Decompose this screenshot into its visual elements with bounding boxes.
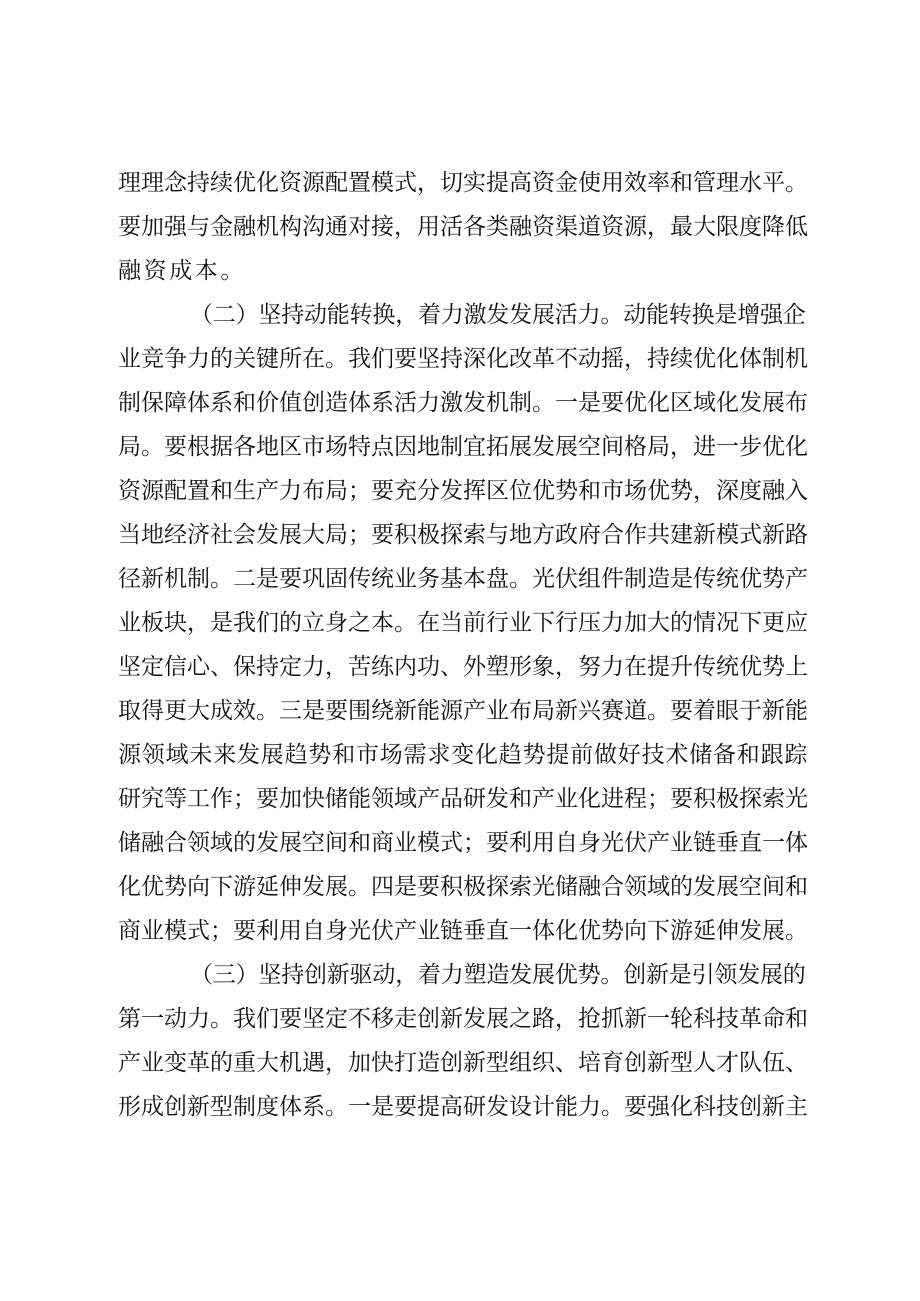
text-line-20: 第一动力。我们要坚定不移走创新发展之路，抢抓新一轮科技革命和 [118,1006,808,1032]
text-line-3: 融资成本。 [118,258,246,284]
text-line-14: 源领域未来发展趋势和市场需求变化趋势提前做好技术储备和跟踪 [118,742,809,768]
text-line-13: 取得更大成效。三是要围绕新能源产业布局新兴赛道。要着眼于新能 [118,698,808,724]
section-heading-2: （二）坚持动能转换，着力激发发展活力。动能转换是增强企 [190,302,806,328]
text-line-9: 当地经济社会发展大局；要积极探索与地方政府合作共建新模式新路 [118,522,808,548]
text-line-5: 业竞争力的关键所在。我们要坚持深化改革不动摇，持续优化体制机 [118,346,808,372]
text-line-2: 要加强与金融机构沟通对接，用活各类融资渠道资源，最大限度降低 [118,214,808,240]
text-line-16: 储融合领域的发展空间和商业模式；要利用自身光伏产业链垂直一体 [118,830,808,856]
text-line-1: 理理念持续优化资源配置模式，切实提高资金使用效率和管理水平。 [118,170,808,196]
text-line-22: 形成创新型制度体系。一是要提高研发设计能力。要强化科技创新主 [118,1094,808,1120]
text-line-15: 研究等工作；要加快储能领域产品研发和产业化进程；要积极探索光 [118,786,808,812]
text-line-12: 坚定信心、保持定力，苦练内功、外塑形象，努力在提升传统优势上 [118,654,808,680]
text-line-11: 业板块，是我们的立身之本。在当前行业下行压力加大的情况下更应 [118,610,808,636]
text-line-6: 制保障体系和价值创造体系活力激发机制。一是要优化区域化发展布 [118,390,808,416]
text-line-17: 化优势向下游延伸发展。四是要积极探索光储融合领域的发展空间和 [118,874,808,900]
section-heading-3: （三）坚持创新驱动，着力塑造发展优势。创新是引领发展的 [190,962,806,988]
text-line-21: 产业变革的重大机遇，加快打造创新型组织、培育创新型人才队伍、 [118,1050,808,1076]
text-line-10: 径新机制。二是要巩固传统业务基本盘。光伏组件制造是传统优势产 [118,566,808,592]
text-line-7: 局。要根据各地区市场特点因地制宜拓展发展空间格局，进一步优化 [118,434,808,460]
text-line-18: 商业模式；要利用自身光伏产业链垂直一体化优势向下游延伸发展。 [118,918,808,944]
text-line-8: 资源配置和生产力布局；要充分发挥区位优势和市场优势，深度融入 [118,478,808,504]
